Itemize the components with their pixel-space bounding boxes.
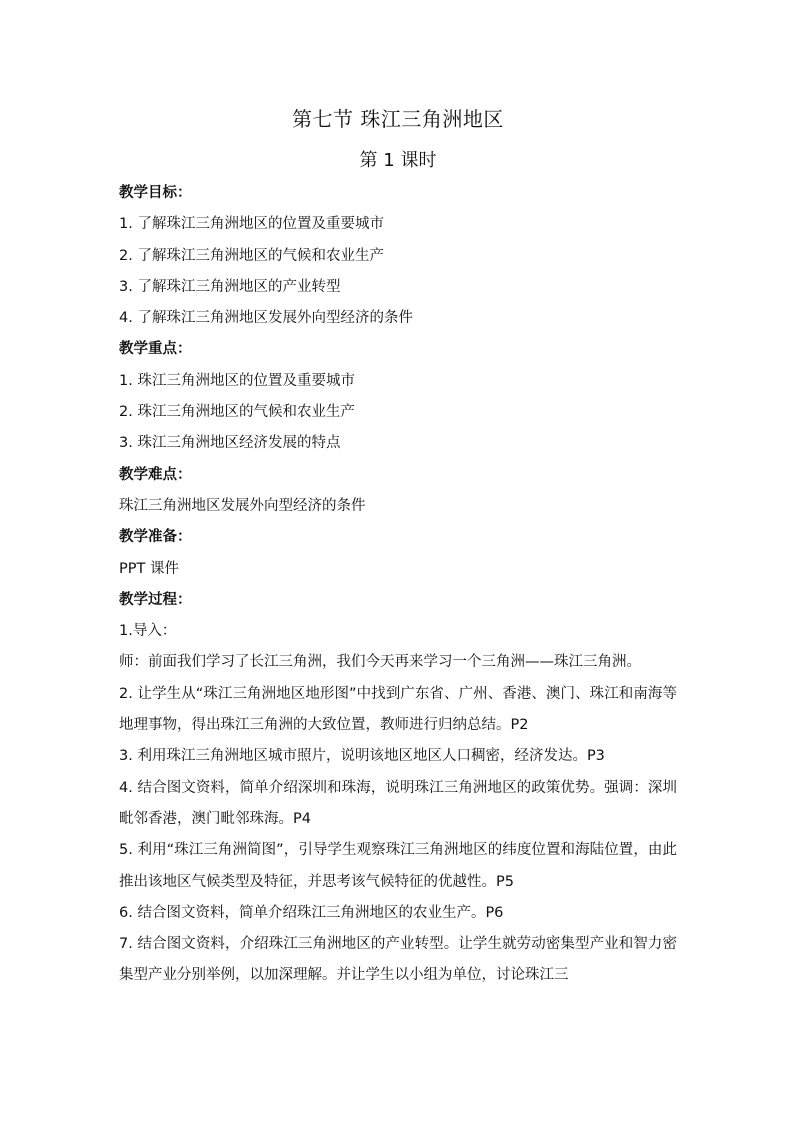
process-step: 5. 利用“珠江三角洲简图”，引导学生观察珠江三角洲地区的纬度位置和海陆位置，由此推出该地区气候类型及特征，并思考该气候特征的优越性。P5: [119, 842, 677, 890]
key-points-heading: 教学重点：: [119, 341, 192, 358]
key-point-item: 1. 珠江三角洲地区的位置及重要城市: [119, 372, 355, 389]
page-title: 第七节 珠江三角洲地区: [292, 107, 504, 131]
lesson-subtitle: 第 1 课时: [359, 150, 437, 171]
process-step: 1.导入：: [119, 623, 177, 640]
preparation-text: PPT 课件: [119, 560, 179, 577]
process-step: 师：前面我们学习了长江三角洲，我们今天再来学习一个三角洲——珠江三角洲。: [119, 654, 641, 671]
process-step: 4. 结合图文资料，简单介绍深圳和珠海，说明珠江三角洲地区的政策优势。强调：深圳毗邻香港，澳门毗邻珠海。P4: [119, 779, 677, 827]
difficulty-heading: 教学难点：: [119, 466, 192, 483]
key-point-item: 3. 珠江三角洲地区经济发展的特点: [119, 435, 341, 452]
process-heading: 教学过程：: [119, 591, 192, 608]
process-step: 7. 结合图文资料，介绍珠江三角洲地区的产业转型。让学生就劳动密集型产业和智力密集型产业分别举例，以加深理解。并让学生以小组为单位，讨论珠江三: [119, 936, 677, 984]
objective-item: 3. 了解珠江三角洲地区的产业转型: [119, 278, 341, 295]
difficulty-text: 珠江三角洲地区发展外向型经济的条件: [119, 497, 366, 514]
objective-item: 4. 了解珠江三角洲地区发展外向型经济的条件: [119, 310, 413, 327]
process-step: 2. 让学生从“珠江三角洲地区地形图”中找到广东省、广州、香港、澳门、珠江和南海等地理事物，得出珠江三角洲的大致位置，教师进行归纳总结。P2: [119, 685, 677, 734]
preparation-heading: 教学准备：: [119, 529, 192, 546]
objectives-heading: 教学目标：: [119, 185, 192, 201]
document-body: [119, 104, 677, 992]
objective-item: 2. 了解珠江三角洲地区的气候和农业生产: [119, 247, 384, 264]
key-point-item: 2. 珠江三角洲地区的气候和农业生产: [119, 404, 355, 421]
objective-item: 1. 了解珠江三角洲地区的位置及重要城市: [119, 216, 384, 233]
process-step: 3. 利用珠江三角洲地区城市照片，说明该地区地区人口稠密，经济发达。P3: [119, 748, 605, 765]
process-step: 6. 结合图文资料，简单介绍珠江三角洲地区的农业生产。P6: [119, 904, 504, 921]
